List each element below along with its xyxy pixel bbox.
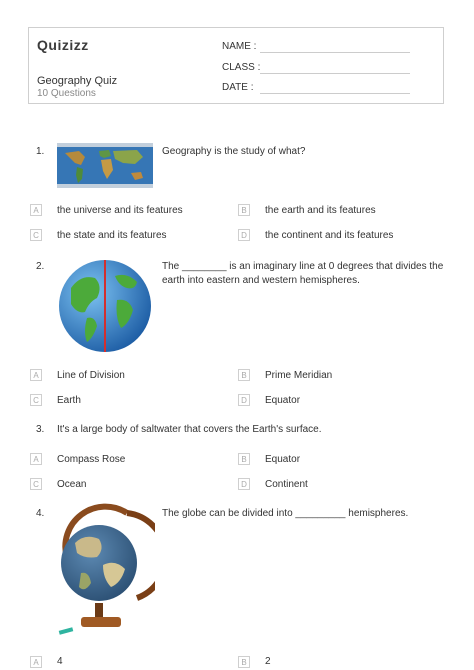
option-letter-a: A bbox=[30, 369, 42, 381]
option-letter-c: C bbox=[30, 478, 42, 490]
question-3-option-d[interactable]: Continent bbox=[265, 479, 308, 490]
name-label: NAME : bbox=[222, 41, 257, 52]
question-2-text-line-2: earth into eastern and western hemispheres. bbox=[162, 275, 360, 286]
option-letter-a: A bbox=[30, 453, 42, 465]
question-3-option-a[interactable]: Compass Rose bbox=[57, 454, 126, 465]
option-letter-b: B bbox=[238, 656, 250, 668]
question-1-number: 1. bbox=[36, 146, 45, 157]
question-3-option-c[interactable]: Ocean bbox=[57, 479, 87, 490]
lego-globe-image bbox=[55, 503, 155, 638]
question-1-option-c[interactable]: the state and its features bbox=[57, 230, 167, 241]
question-2-option-b[interactable]: Prime Meridian bbox=[265, 370, 333, 381]
option-letter-a: A bbox=[30, 204, 42, 216]
quizizz-logo: Quizizz bbox=[37, 37, 89, 53]
option-letter-d: D bbox=[238, 229, 250, 241]
question-2-text-line-1: The ________ is an imaginary line at 0 degrees that divides the bbox=[162, 261, 444, 272]
option-letter-d: D bbox=[238, 394, 250, 406]
option-letter-b: B bbox=[238, 453, 250, 465]
question-1-option-d[interactable]: the continent and its features bbox=[265, 230, 394, 241]
question-3-option-b[interactable]: Equator bbox=[265, 454, 301, 465]
question-2-option-d[interactable]: Equator bbox=[265, 395, 301, 406]
option-letter-b: B bbox=[238, 204, 250, 216]
question-4-option-b[interactable]: 2 bbox=[265, 656, 271, 667]
world-map-image bbox=[57, 143, 153, 188]
question-1-option-b[interactable]: the earth and its features bbox=[265, 205, 376, 216]
class-label: CLASS : bbox=[222, 62, 261, 73]
question-count: 10 Questions bbox=[37, 88, 96, 99]
date-line bbox=[260, 93, 410, 94]
question-2-option-c[interactable]: Earth bbox=[57, 395, 81, 406]
question-2-option-a[interactable]: Line of Division bbox=[57, 370, 125, 381]
class-line bbox=[260, 73, 410, 74]
name-line bbox=[260, 52, 410, 53]
option-letter-d: D bbox=[238, 478, 250, 490]
date-label: DATE : bbox=[222, 82, 254, 93]
question-4-number: 4. bbox=[36, 508, 45, 519]
question-3-number: 3. bbox=[36, 424, 45, 435]
question-2-number: 2. bbox=[36, 261, 45, 272]
option-letter-c: C bbox=[30, 229, 42, 241]
question-1-text: Geography is the study of what? bbox=[162, 146, 306, 157]
quiz-title: Geography Quiz bbox=[37, 75, 118, 87]
question-4-option-a[interactable]: 4 bbox=[57, 656, 63, 667]
option-letter-c: C bbox=[30, 394, 42, 406]
question-1-option-a[interactable]: the universe and its features bbox=[57, 205, 183, 216]
option-letter-b: B bbox=[238, 369, 250, 381]
option-letter-a: A bbox=[30, 656, 42, 668]
question-3-text: It's a large body of saltwater that covers the Earth's surface. bbox=[57, 424, 322, 435]
question-4-text: The globe can be divided into _________ hemispheres. bbox=[162, 508, 409, 519]
globe-meridian-image bbox=[57, 258, 153, 354]
